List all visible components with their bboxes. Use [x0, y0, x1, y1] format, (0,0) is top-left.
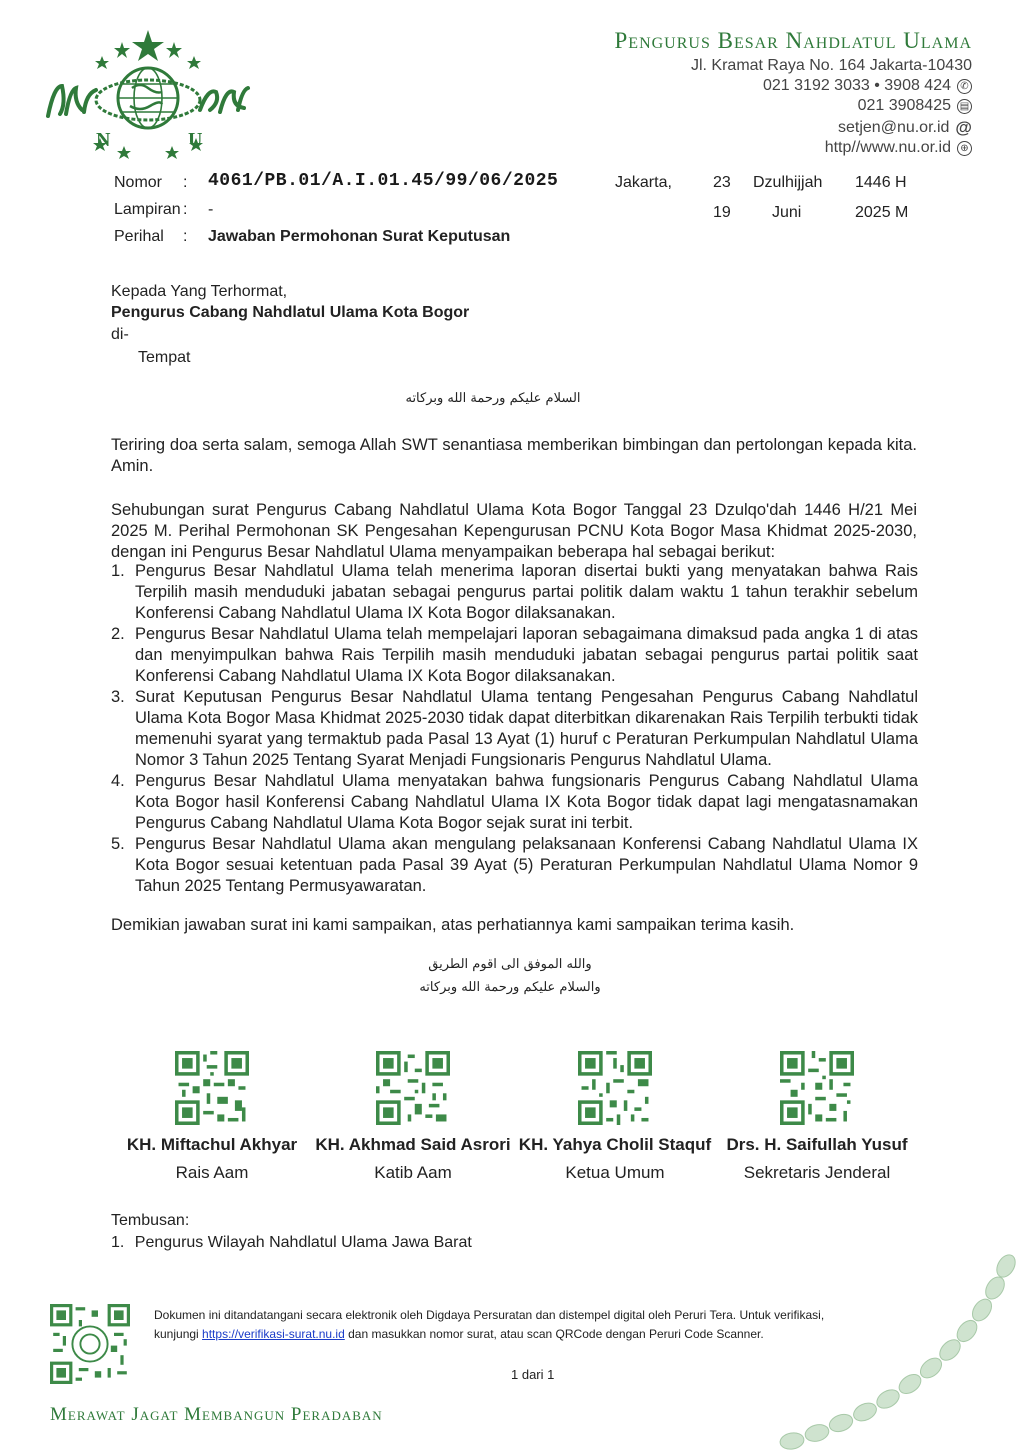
address	[691, 57, 972, 75]
tembusan-item	[111, 1234, 472, 1252]
nu-logo	[40, 28, 255, 163]
salam-closing-2: والسلام عليكم ورحمة الله وبركاته	[419, 980, 601, 995]
verification-note-line-2: kunjungi https://verifikasi-surat.nu.id dan masukkan nomor surat, atau scan QRCode dengan Peruri Code Scanner.	[154, 1327, 764, 1341]
signature-qr-code	[578, 1051, 652, 1125]
list-item: 2. Pengurus Besar Nahdlatul Ulama telah mempelajari laporan sebagaimana dimaksud pada angka 1 di atas dan menyimpulkan bahwa Rais Terpilih masih menduduki jabatan sebagai pengurus partai politik saat Konferensi Cabang Nahdlatul Ulama IX Kota Bogor dilaksanakan.	[111, 625, 918, 685]
hijri-day: 23	[713, 174, 731, 191]
email-text: setjen@nu.or.id	[838, 119, 950, 136]
page-number: 1 dari 1	[511, 1367, 555, 1382]
fax-text: 021 3908425	[857, 97, 951, 114]
tembusan-item-number: 1.	[111, 1234, 125, 1251]
logo-letter-n: N	[96, 129, 111, 151]
signatory-title: Rais Aam	[175, 1163, 249, 1182]
list-item: 1. Pengurus Besar Nahdlatul Ulama telah menerima laporan disertai bukti yang menyatakan bahwa Rais Terpilih masih menduduki jabatan sebagai pengurus partai politik dalam waktu 1 tahun terakhir sebelum Konferensi Cabang Nahdlatul Ulama IX Kota Bogor dilaksanakan.	[111, 562, 918, 622]
org-name: Pengurus Besar Nahdlatul Ulama	[614, 28, 972, 53]
signatory-title: Katib Aam	[374, 1163, 452, 1182]
phone-text: 021 3192 3033 • 3908 424	[763, 77, 951, 94]
opening-paragraph: Teriring doa serta salam, semoga Allah SWT senantiasa memberikan bimbingan dan pertolongan kepada kita. Amin.	[111, 436, 917, 475]
signature-qr-code	[780, 1051, 854, 1125]
address-text: Jl. Kramat Raya No. 164 Jakarta-10430	[690, 57, 972, 74]
lampiran-value: -	[208, 201, 214, 218]
fax	[858, 97, 972, 115]
recipient-greeting: Kepada Yang Terhormat,	[111, 283, 288, 300]
hijri-year: 1446 H	[855, 174, 907, 191]
recipient-di: di-	[111, 326, 129, 343]
gregorian-day: 19	[713, 204, 731, 221]
gregorian-month: Juni	[772, 204, 802, 221]
logo-letter-u: U	[188, 129, 203, 151]
nomor-label: Nomor	[114, 174, 163, 191]
phone-icon: ✆	[957, 79, 972, 94]
perihal-label: Perihal	[114, 228, 164, 245]
city: Jakarta,	[615, 174, 672, 191]
signatory-name: KH. Miftachul Akhyar	[126, 1135, 298, 1154]
email	[838, 118, 972, 138]
tembusan-item-text: Pengurus Wilayah Nahdlatul Ulama Jawa Barat	[134, 1234, 472, 1251]
signature-qr-code	[376, 1051, 450, 1125]
motto: Merawat Jagat Membangun Peradaban	[50, 1404, 383, 1425]
website-text: http//www.nu.or.id	[824, 139, 951, 156]
list-item: 4. Pengurus Besar Nahdlatul Ulama menyatakan bahwa fungsionaris Pengurus Cabang Nahdlatul Ulama Kota Bogor hasil Konferensi Cabang Nahdlatul Ulama IX Kota Bogor tidak dapat lagi mengatasnamakan Pengurus Cabang Nahdlatul Ulama Kota Bogor sejak surat ini terbit.	[111, 772, 918, 832]
nomor-value: 4061/PB.01/A.I.01.45/99/06/2025	[208, 171, 559, 191]
at-icon: @	[955, 118, 972, 137]
signatory-title: Ketua Umum	[565, 1163, 665, 1182]
verification-note-line-1: Dokumen ini ditandatangani secara elektronik oleh Digdaya Persuratan dan distempel digital oleh Peruri Tera. Untuk verifikasi,	[154, 1308, 825, 1322]
hijri-month: Dzulhijjah	[753, 174, 823, 191]
recipient-name: Pengurus Cabang Nahdlatul Ulama Kota Bogor	[111, 304, 470, 321]
lampiran-colon: :	[183, 201, 188, 218]
list-item: 5. Pengurus Besar Nahdlatul Ulama akan mengulang pelaksanaan Konferensi Cabang Nahdlatul Ulama IX Kota Bogor sesuai ketentuan pada Pasal 39 Ayat (5) Peraturan Perkumpulan Nahdlatul Ulama Nomor 9 Tahun 2025 Tentang Permusyawaratan.	[111, 835, 918, 895]
verification-qr-code	[50, 1304, 130, 1384]
points-list	[111, 561, 918, 897]
globe-icon: ⊕	[957, 141, 972, 156]
signatory-name: KH. Yahya Cholil Staquf	[518, 1135, 712, 1154]
perihal-colon: :	[183, 228, 188, 245]
nomor-colon: :	[183, 174, 188, 191]
phone	[763, 77, 972, 95]
gregorian-year: 2025 M	[855, 204, 909, 221]
signatory-name: Drs. H. Saifullah Yusuf	[726, 1135, 908, 1154]
lampiran-label: Lampiran	[114, 201, 181, 218]
perihal-value: Jawaban Permohonan Surat Keputusan	[208, 228, 511, 245]
recipient-place: Tempat	[138, 349, 191, 366]
signature-qr-code	[175, 1051, 249, 1125]
fax-icon: ▤	[957, 99, 972, 114]
signatory-title: Sekretaris Jenderal	[743, 1163, 891, 1182]
decorative-rope	[716, 1171, 1016, 1451]
signatory-name: KH. Akhmad Said Asrori	[315, 1135, 511, 1154]
tembusan-label: Tembusan:	[111, 1212, 190, 1229]
verification-link[interactable]: https://verifikasi-surat.nu.id	[202, 1327, 345, 1341]
intro-paragraph: Sehubungan surat Pengurus Cabang Nahdlatul Ulama Kota Bogor Tanggal 23 Dzulqo'dah 1446 H/21 Mei 2025 M. Perihal Permohonan SK Pengesahan Kepengurusan PCNU Kota Bogor Masa Khidmat 2025-2030, dengan ini Pengurus Besar Nahdlatul Ulama menyampaikan beberapa hal sebagai berikut:	[111, 501, 917, 561]
list-item: 3. Surat Keputusan Pengurus Besar Nahdlatul Ulama tentang Pengesahan Pengurus Cabang Nahdlatul Ulama Kota Bogor Masa Khidmat 2025-2030 tidak dapat diterbitkan dikarenakan Rais Terpilih terbukti tidak memenuhi syarat yang termaktub pada Pasal 13 Ayat (1) huruf c Peraturan Perkumpulan Nahdlatul Ulama Nomor 3 Tahun 2025 Tentang Syarat Menjadi Fungsionaris Pengurus Nahdlatul Ulama.	[111, 688, 918, 769]
website	[825, 139, 972, 157]
closing-paragraph: Demikian jawaban surat ini kami sampaikan, atas perhatiannya kami sampaikan terima kasih.	[111, 916, 795, 934]
salam-opening: السلام عليكم ورحمة الله وبركاته	[405, 391, 581, 406]
salam-closing-1: والله الموفق الى اقوم الطريق	[428, 957, 592, 972]
